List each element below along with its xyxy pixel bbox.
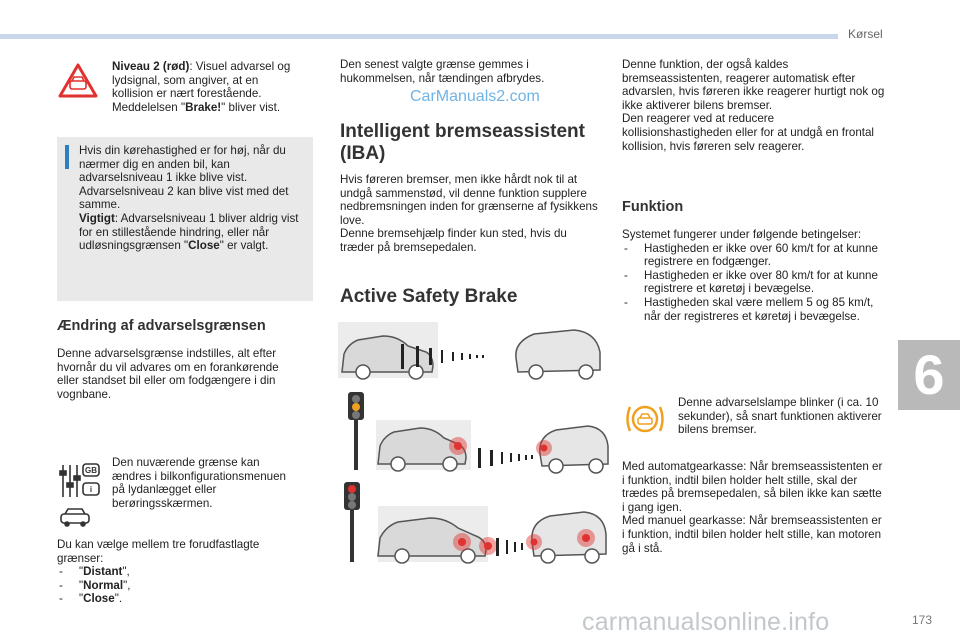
level2-description: Niveau 2 (rød): Visuel advarsel og lydsignal, som angiver, at en kollision er nært forestående. Meddelelsen "Brake!" bliver vist.	[112, 60, 291, 114]
condition-item: - Hastigheden er ikke over 80 km/t for at kunne registrere et køretøj i bevægelse.	[622, 269, 887, 296]
threshold-current-text: Den nuværende grænse kan ændres i bilkonfigurationsmenuen på lydanlægget eller berøringsskærmen.	[112, 456, 287, 510]
section-title: Kørsel	[848, 27, 883, 41]
chapter-tab: 6	[898, 340, 960, 410]
asb-intro: Denne funktion, der også kaldes bremseassistenten, reagerer automatisk efter advarslen, hvis føreren ikke reagerer hurtigt nok og ikke aktiverer bilens bremser. Den reagerer ved at reducere kollisionshastigheden eller for at undgå en frontal kollision, hvis føreren selv reagerer.	[622, 58, 885, 153]
asb-illustration-2	[338, 392, 610, 479]
asb-illustration-1	[338, 322, 610, 385]
svg-text:i: i	[89, 485, 93, 494]
threshold-options: Du kan vælge mellem tre forudfastlagte grænser: - "Distant", - "Normal", - "Close".	[57, 538, 302, 606]
collision-warning-red-icon	[57, 62, 99, 105]
function-heading: Funktion	[622, 199, 684, 215]
watermark-bottom: carmanualsonline.info	[582, 608, 830, 636]
option-distant: - "Distant",	[57, 565, 302, 579]
gearbox-text: Med automatgearkasse: Når bremseassistenten er i funktion, indtil bilen holder helt stille, skal der trædes på bremsepedalen, så bilen ikke kan sætte i gang igen. Med manuel gearkasse: Når bremseassistenten er i funktion, indtil bilen holder helt stille, kan motoren gå i stå.	[622, 460, 883, 555]
threshold-heading: Ændring af advarselsgrænsen	[57, 318, 266, 334]
page-number: 173	[912, 613, 933, 627]
asb-illustration-3	[338, 480, 610, 571]
header-bar	[0, 34, 838, 39]
saved-setting-text: Den senest valgte grænse gemmes i hukommelsen, når tændingen afbrydes.	[340, 58, 545, 85]
info-icon	[65, 145, 69, 169]
watermark-carmanuals: CarManuals2.com	[410, 88, 540, 105]
info-text: Hvis din kørehastighed er for høj, når du nærmer dig en anden bil, kan advarselsniveau 1 ikke blive vist. Advarselsniveau 2 kan blive vist med det samme. Vigtigt: Advarselsniveau 1 bliver aldrig vist for en stillestående hindring, eller når udløsningsgrænsen "Close" er valgt.	[79, 144, 299, 253]
function-conditions: Systemet fungerer under følgende betingelser: - Hastigheden er ikke over 60 km/t for at kunne registrere en fodgænger. - Hastigheden er ikke over 80 km/t for at kunne registrere et køretøj i bevægelse. - Hastigheden skal være mellem 5 og 85 km/t, når der registreres et køretøj i bevægelse.	[622, 228, 887, 323]
settings-menu-icon	[58, 461, 102, 506]
brake-warning-lamp-icon	[624, 400, 666, 443]
option-close: - "Close".	[57, 592, 302, 606]
iba-heading: Intelligent bremseassistent (IBA)	[340, 121, 585, 164]
condition-item: - Hastigheden skal være mellem 5 og 85 km/t, når der registreres et køretøj i bevægelse.	[622, 296, 887, 323]
asb-heading: Active Safety Brake	[340, 286, 518, 307]
option-normal: - "Normal",	[57, 579, 302, 593]
touchscreen-car-icon	[59, 506, 91, 533]
svg-text:GB: GB	[85, 466, 97, 475]
iba-text: Hvis føreren bremser, men ikke hårdt nok til at undgå sammenstød, vil denne funktion supplere nedbremsningen inden for grænserne af fysikkens love. Denne bremsehjælp finder kun sted, hvis du træder på bremsepedalen.	[340, 173, 598, 254]
lamp-text: Denne advarselslampe blinker (i ca. 10 sekunder), så snart funktionen aktiverer bilens bremser.	[678, 396, 882, 437]
threshold-text: Denne advarselsgrænse indstilles, alt efter hvornår du vil advares om en forankørende eller standset bil eller om fodgængere i din vognbane.	[57, 347, 279, 401]
condition-item: - Hastigheden er ikke over 60 km/t for at kunne registrere en fodgænger.	[622, 242, 887, 269]
